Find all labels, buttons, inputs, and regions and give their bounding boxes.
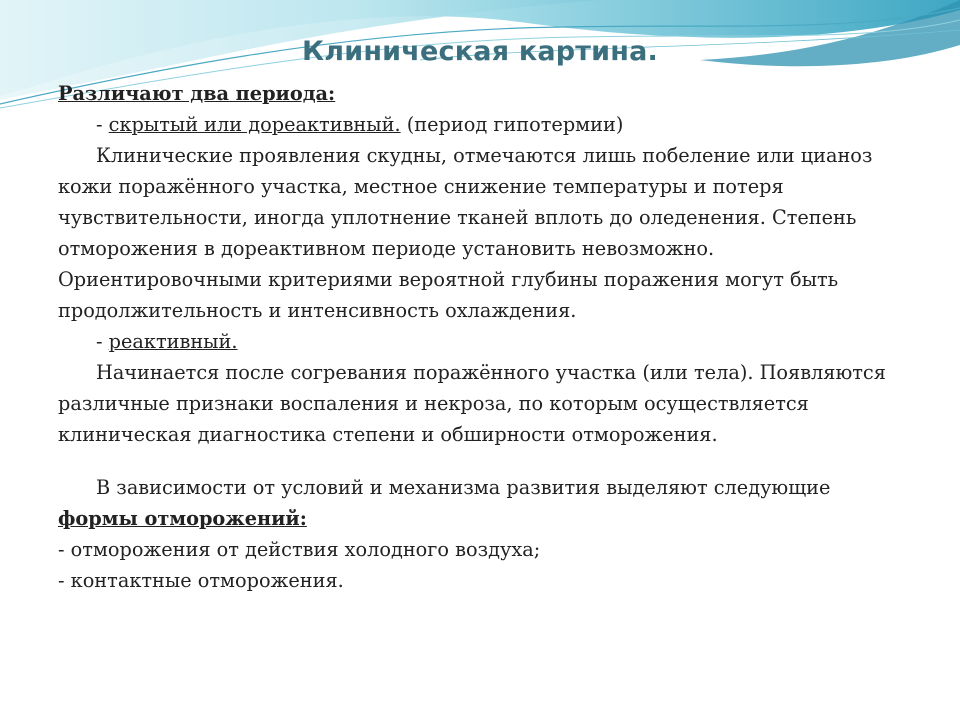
periods-heading: Различают два периода: (58, 82, 336, 105)
period-1-line: - скрытый или дореактивный. (период гипотермии) (96, 113, 624, 136)
period-1-description: Клинические проявления скудны, отмечаются лишь побеление или цианоз кожи поражённого участка, местное снижение температуры и потеря чувствительности, иногда уплотнение тканей вплоть до оледенения. Степень отморожения в дореактивном периоде установить невозможно. Ориентировочными критериями вероятной глубины поражения могут быть продолжительность и интенсивность охлаждения. (58, 144, 873, 322)
period-2-description: Начинается после согревания поражённого участка (или тела). Появляются различные признаки воспаления и некроза, по которым осуществляется клиническая диагностика степени и обширности отморожения. (58, 361, 886, 446)
forms-label: формы отморожений: (58, 507, 307, 530)
slide-body (58, 78, 898, 596)
period-2-line: - реактивный. (96, 330, 238, 353)
period-1-label: скрытый или дореактивный. (108, 113, 401, 136)
forms-item-1: - отморожения от действия холодного воздуха; (58, 538, 541, 561)
forms-intro: В зависимости от условий и механизма развития выделяют следующие формы отморожений: (58, 476, 831, 530)
forms-item-2: - контактные отморожения. (58, 569, 344, 592)
period-2-label: реактивный. (108, 330, 238, 353)
slide-title: Клиническая картина. (301, 36, 659, 67)
